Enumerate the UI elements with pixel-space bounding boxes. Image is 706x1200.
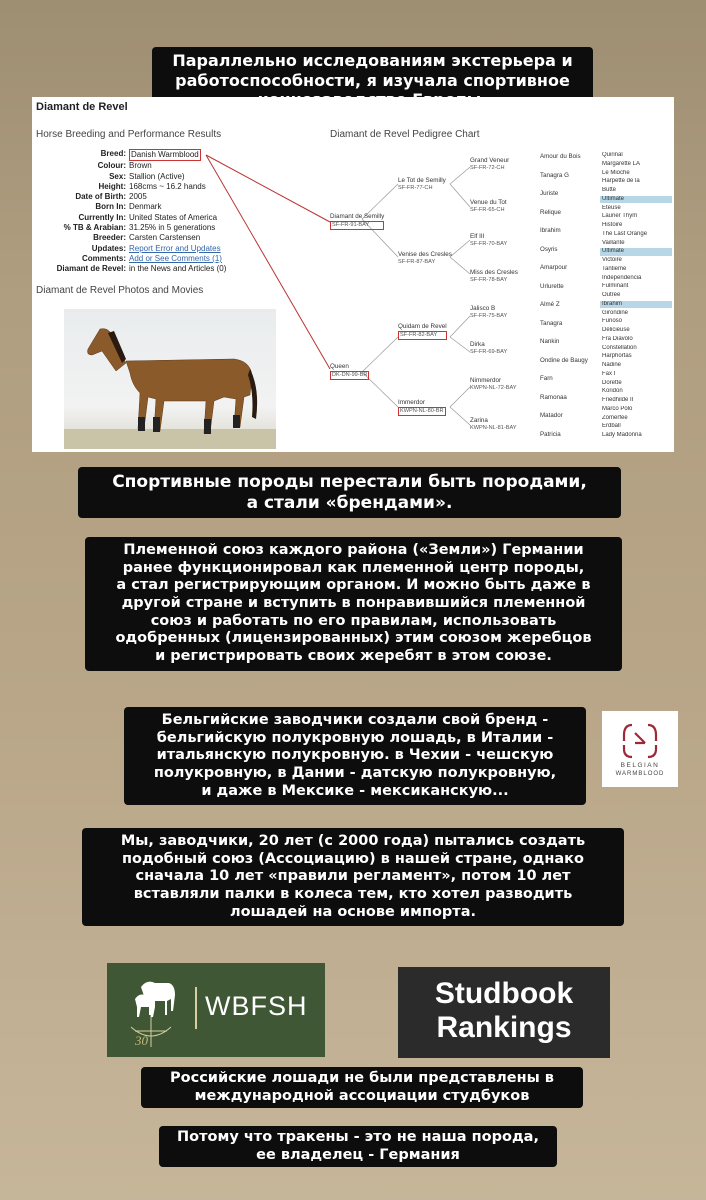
wbfsh-anniversary: 30 xyxy=(135,1033,148,1048)
detail-value: Stallion (Active) xyxy=(129,171,185,181)
pedigree-gen5[interactable]: Victoire xyxy=(602,257,622,263)
pedigree-sire-dam[interactable] xyxy=(330,213,384,230)
pedigree-gen3[interactable] xyxy=(470,157,509,172)
pedigree-gen3[interactable] xyxy=(470,341,507,356)
pedigree-gen3[interactable] xyxy=(470,199,507,214)
pedigree-gen5[interactable]: Le Mioche xyxy=(602,169,630,176)
wbfsh-divider xyxy=(195,987,197,1029)
pedigree-gen4[interactable]: Almé Z xyxy=(540,301,560,308)
pedigree-gen3[interactable] xyxy=(470,305,507,320)
pedigree-gen5[interactable]: Ultimate xyxy=(600,196,672,203)
caption-brands: Спортивные породы перестали быть породами, а стали «брендами». xyxy=(78,467,621,518)
pedigree-gen5[interactable]: Quirinal xyxy=(602,152,623,158)
pedigree-gen5[interactable]: Koridon xyxy=(602,388,623,395)
pedigree-horse-name: Dirka xyxy=(470,341,485,348)
detail-value: Brown xyxy=(129,161,152,171)
detail-value: Denmark xyxy=(129,202,162,212)
pedigree-horse-name: Diamant de Semilly xyxy=(330,213,385,220)
pedigree-sire-dam[interactable] xyxy=(330,363,369,380)
pedigree-horse-id: SF-FR-77-CH xyxy=(398,184,433,191)
pedigree-gen4[interactable]: Ibrahim xyxy=(540,227,561,234)
pedigree-gen4[interactable]: Amarpour xyxy=(540,264,568,271)
pedigree-gen3[interactable] xyxy=(470,269,518,284)
pedigree-gen5[interactable]: Furioso xyxy=(602,318,623,325)
pedigree-gen5[interactable]: Lady Madonna xyxy=(602,432,642,438)
pedigree-gen5[interactable]: Histoire xyxy=(602,222,623,228)
pedigree-gen5[interactable]: The Last Orange xyxy=(602,230,648,237)
pedigree-horse-id: SF-FR-72-CH xyxy=(470,164,505,171)
pedigree-horse-id: KWPN-NL-81-BAY xyxy=(470,424,517,431)
pedigree-horse-name: Jalisco B xyxy=(470,305,496,312)
detail-value: 168cms ~ 16.2 hands xyxy=(129,181,206,191)
pedigree-horse-id: SF-FR-78-BAY xyxy=(470,276,508,283)
caption-breeders: Мы, заводчики, 20 лет (с 2000 года) пытались создать подобный союз (Ассоциацию) в нашей стране, однако сначала 10 лет «правили регламент», потом 10 лет вставляли палки в колеса тем, кто хотел разводить лошадей на основе импорта. xyxy=(82,828,624,926)
detail-label: Colour: xyxy=(97,161,126,171)
pedigree-horse-id: SF-FR-82-BAY xyxy=(398,331,447,341)
pedigree-horse-id: SF-FR-70-BAY xyxy=(470,240,508,247)
pedigree-gen4[interactable]: Nankin xyxy=(540,338,560,345)
photos-heading: Diamant de Revel Photos and Movies xyxy=(36,285,204,296)
pedigree-gen4[interactable]: Juriste xyxy=(540,190,559,197)
pedigree-gen5[interactable]: Tantieme xyxy=(602,265,627,272)
pedigree-gen5[interactable]: Ibrahim xyxy=(600,301,672,308)
pedigree-gen5[interactable]: Independencia xyxy=(602,274,642,281)
pedigree-gen5[interactable]: Erdball xyxy=(602,423,621,430)
pedigree-horse-id: KWPN-NL-72-BAY xyxy=(470,384,517,391)
pedigree-gen5[interactable]: Harphortas xyxy=(602,353,632,360)
results-heading: Horse Breeding and Performance Results xyxy=(36,129,222,140)
pedigree-horse-name: Immerdor xyxy=(398,399,425,406)
pedigree-horse-name: Elf III xyxy=(470,233,485,240)
pedigree-gen4[interactable]: Tanagra G xyxy=(540,171,569,179)
belgian-warmblood-logo xyxy=(602,711,678,787)
pedigree-horse-name: Zarina xyxy=(470,417,488,424)
pedigree-gen5[interactable]: Constellation xyxy=(602,344,637,351)
pedigree-gen4[interactable]: Farn xyxy=(540,375,553,382)
pedigree-gen3[interactable] xyxy=(470,417,517,432)
bw-logo-line1: BELGIAN xyxy=(620,762,660,769)
detail-link[interactable]: Report Error and Updates xyxy=(129,243,221,253)
pedigree-gen5[interactable]: Friedhilde II xyxy=(602,397,634,403)
detail-value: in the News and Articles (0) xyxy=(129,264,227,274)
pedigree-gen5[interactable]: Ultimate xyxy=(600,248,672,255)
pedigree-gen4[interactable]: Ondine de Baugy xyxy=(540,356,588,364)
pedigree-horse-id: SF-FR-91-BAY xyxy=(330,221,384,231)
pedigree-gen3[interactable] xyxy=(470,233,507,248)
pedigree-horse-id: SF-FR-75-BAY xyxy=(470,312,508,319)
pedigree-horse-name: Quidam de Revel xyxy=(398,323,447,330)
detail-label: Currently In: xyxy=(78,212,126,222)
detail-label: Comments: xyxy=(81,253,126,263)
detail-label: Diamant de Revel: xyxy=(56,264,126,274)
studbook-line1: Studbook xyxy=(434,977,574,1010)
pedigree-gen5[interactable]: Butte xyxy=(602,187,617,193)
pedigree-horse-id: DK-DN-99-BR xyxy=(330,371,369,381)
detail-label: Breed: xyxy=(100,149,126,158)
bw-logo-line2: WARMBLOOD xyxy=(615,771,665,777)
pedigree-horse-id: SF-FR-65-CH xyxy=(470,206,505,213)
pedigree-horse-name: Grand Veneur xyxy=(470,157,510,164)
pedigree-gen5[interactable]: Vaillante xyxy=(602,239,625,246)
horse-pedigree-screenshot xyxy=(32,97,674,452)
pedigree-gen4[interactable]: Osyris xyxy=(540,245,558,253)
horses-globe-icon xyxy=(111,965,191,1055)
pedigree-gen5[interactable]: Marco Polo xyxy=(602,405,633,412)
studbook-line2: Rankings xyxy=(436,1011,572,1044)
wbfsh-wordmark: WBFSH xyxy=(205,991,308,1021)
detail-value: 31.25% in 5 generations xyxy=(129,223,216,233)
pedigree-horse-name: Venise des Cresles xyxy=(398,251,452,258)
pedigree-gen5[interactable]: Zomerfee xyxy=(602,414,628,421)
pedigree-gen5[interactable]: Harpette de la xyxy=(602,178,640,185)
detail-label: Breeder: xyxy=(93,233,126,243)
pedigree-horse-name: Nimmerdor xyxy=(470,377,502,384)
caption-russian: Российские лошади не были представлены в международной ассоциации студбуков xyxy=(141,1067,583,1108)
pedigree-gen5[interactable]: Outree xyxy=(602,292,621,298)
detail-value: 2005 xyxy=(129,192,147,202)
pedigree-gen4[interactable]: Urlurette xyxy=(540,282,564,290)
detail-link[interactable]: Add or See Comments (1) xyxy=(129,253,222,263)
pedigree-gen4[interactable]: Patricia xyxy=(540,430,561,438)
pedigree-horse-name: Miss des Cresles xyxy=(470,269,518,276)
pedigree-gen5[interactable]: Fax I xyxy=(602,370,616,377)
pedigree-gen4[interactable]: Amour du Bois xyxy=(540,153,581,160)
detail-label: Date of Birth: xyxy=(75,192,126,202)
pedigree-horse-id: SF-FR-69-BAY xyxy=(470,348,508,355)
detail-label: Updates: xyxy=(91,243,126,253)
pedigree-gen5[interactable]: Girondine xyxy=(602,309,629,316)
pedigree-horse-name: Venue du Tot xyxy=(470,199,507,206)
pedigree-horse-name: Le Tot de Semilly xyxy=(398,177,446,184)
horse-title: Diamant de Revel xyxy=(36,101,128,113)
pedigree-gen4[interactable]: Tanagra xyxy=(540,319,563,327)
pedigree-gen5[interactable]: Nadine xyxy=(602,362,622,368)
pedigree-heading: Diamant de Revel Pedigree Chart xyxy=(330,129,480,140)
pedigree-gen3[interactable] xyxy=(470,377,517,392)
wbfsh-logo xyxy=(107,963,325,1057)
pedigree-gen5[interactable]: Eteuse xyxy=(602,204,621,211)
pedigree-grandparent[interactable] xyxy=(398,177,446,192)
detail-label: Sex: xyxy=(109,171,126,181)
pedigree-gen4[interactable]: Matador xyxy=(540,412,563,419)
detail-value: Danish Warmblood xyxy=(129,149,201,161)
pedigree-gen5[interactable]: Fra Diavolo xyxy=(602,335,633,342)
studbook-rankings-logo xyxy=(398,967,610,1058)
pedigree-gen4[interactable]: Relique xyxy=(540,208,561,216)
pedigree-grandparent[interactable] xyxy=(398,323,447,340)
detail-label: Born In: xyxy=(95,202,126,212)
detail-label: Height: xyxy=(98,181,126,191)
pedigree-gen5[interactable]: Dorette xyxy=(602,379,622,386)
pedigree-chart xyxy=(32,97,674,452)
pedigree-gen5[interactable]: Laurier Thym xyxy=(602,213,638,220)
detail-label: % TB & Arabian: xyxy=(63,223,126,233)
caption-trakehner: Потому что тракены - это не наша порода, ее владелец - Германия xyxy=(159,1126,557,1167)
pedigree-gen5[interactable]: Margarette LA xyxy=(602,160,641,167)
pedigree-gen5[interactable]: Délicieuse xyxy=(602,327,630,333)
caption-germany: Племенной союз каждого района («Земли») Германии ранее функционировал как племенной центр породы, а стал регистрирующим органом. И можно быть даже в другой стране и вступить в понравившийся племенной союз и работать по его правилам, использовать одобренных (лицензированных) этим союзом жеребцов и регистрировать своих жеребят в этом союзе. xyxy=(85,537,622,671)
pedigree-grandparent[interactable] xyxy=(398,251,452,266)
detail-value: United States of America xyxy=(129,212,218,222)
caption-intro: Параллельно исследованиям экстерьера и работоспособности, я изучала спортивное xyxy=(152,47,593,114)
caption-belgium: Бельгийские заводчики создали свой бренд - бельгийскую полукровную лошадь, в Италии - итальянскую полукровную. в Чехии - чешскую полукровную, в Дании - датскую полукровную, и даже в Мексике - мексиканскую... xyxy=(124,707,586,805)
pedigree-gen5[interactable]: Fulminant xyxy=(602,283,629,290)
pedigree-horse-id: SF-FR-87-BAY xyxy=(398,258,436,265)
pedigree-horse-name: Queen xyxy=(330,363,349,370)
detail-value: Carsten Carstensen xyxy=(129,233,201,243)
bw-emblem-icon xyxy=(602,713,678,763)
pedigree-horse-id: KWPN-NL-80-BR xyxy=(398,407,446,417)
pedigree-grandparent[interactable] xyxy=(398,399,446,416)
pedigree-gen4[interactable]: Ramonaa xyxy=(540,393,567,401)
